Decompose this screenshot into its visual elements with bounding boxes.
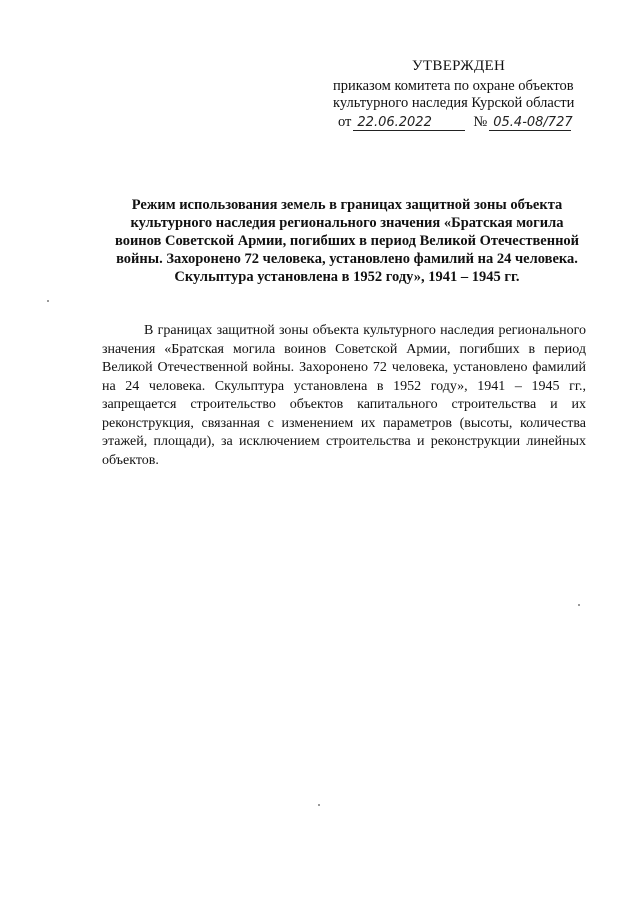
date-label: от xyxy=(338,114,352,130)
handwritten-number: 05.4-08/727 xyxy=(489,115,571,131)
document-body: В границах защитной зоны объекта культурного наследия регионального значения «Братская могила воинов Советской Армии, погибших в период Великой Отечественной войны. Захоронено 72 человека, установлено фамилий на 24 человека. Скульптура установлена в 1952 году», 1941 – 1945 гг., запрещается строительство объектов капитального строительства и их реконструкция, связанная с изменением их параметров (высоты, количества этажей, площади), за исключением строительства и реконструкции линейных объектов. xyxy=(102,323,586,468)
approval-committee-line: культурного наследия Курской области xyxy=(333,95,575,111)
approval-order-line: приказом комитета по охране объектов xyxy=(333,78,574,94)
scan-speck xyxy=(578,604,580,606)
scan-speck xyxy=(318,804,320,806)
scan-speck xyxy=(47,300,49,302)
document-title: Режим использования земель в границах защитной зоны объекта культурного наследия регионального значения «Братская могила воинов Советской Армии, погибших в период Великой Отечественной войны. Захоронено 72 человека, установлено фамилий на 24 человека. Скульптура установлена в 1952 году», 1941 – 1945 гг. xyxy=(114,197,580,285)
approval-reference xyxy=(318,114,618,131)
handwritten-date: 22.06.2022 xyxy=(353,115,465,131)
number-label: № xyxy=(473,114,488,130)
approval-stamp xyxy=(318,58,618,131)
approval-title: УТВЕРЖДЕН xyxy=(412,58,506,74)
